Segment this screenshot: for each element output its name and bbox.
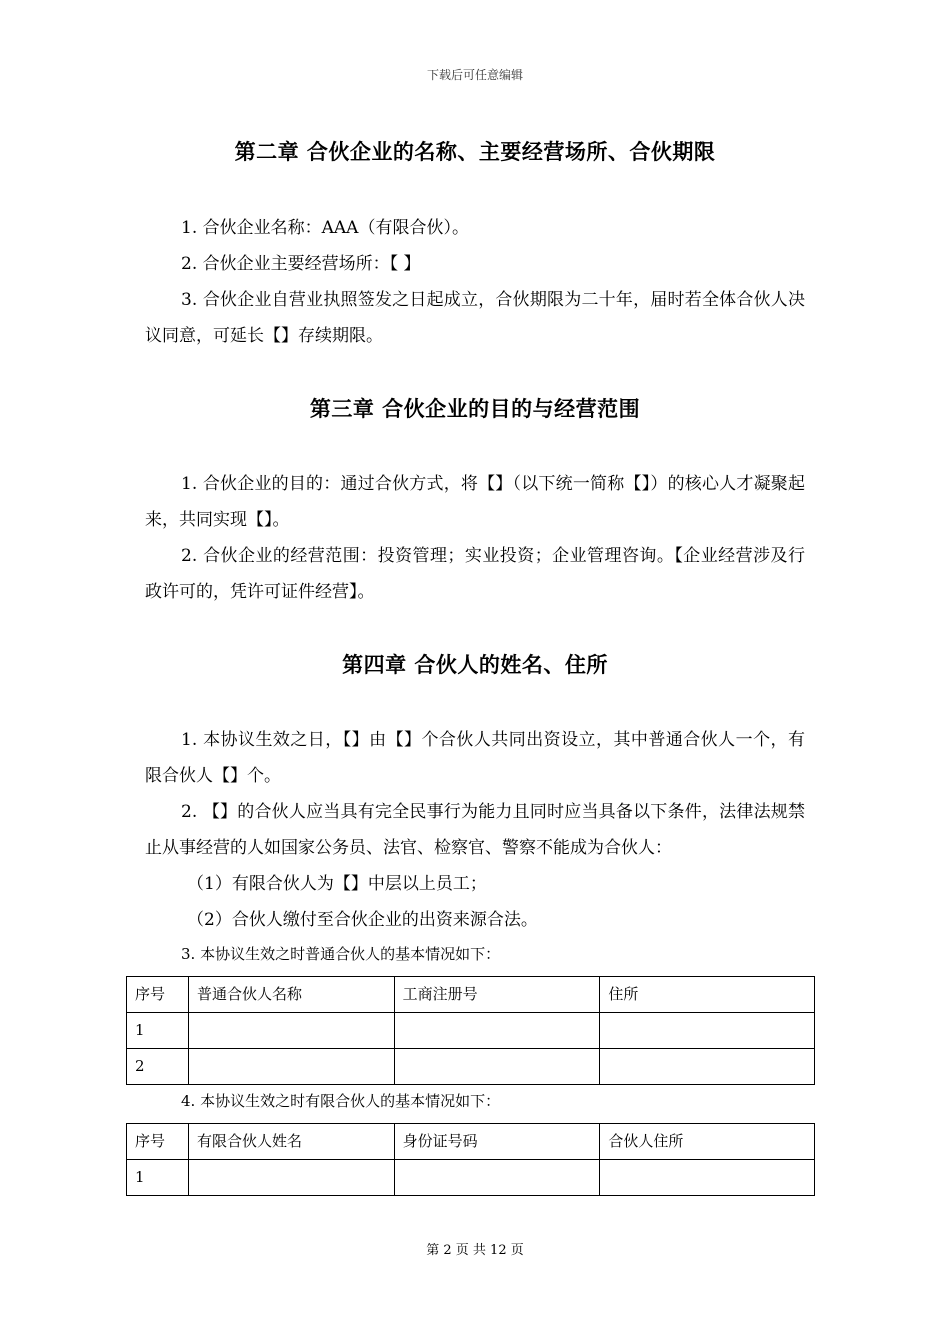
general-partner-table	[126, 976, 815, 1085]
chapter-4-para-1: 1. 本协议生效之日，【】由【】个合伙人共同出资设立，其中普通合伙人一个，有限合伙人【】个。	[145, 730, 805, 786]
chapter-3-title: 第三章 合伙企业的目的与经营范围	[309, 397, 641, 421]
table-header-row	[127, 977, 815, 1013]
column-header: 身份证号码	[394, 1124, 600, 1160]
chapter-3-para-2: 2. 合伙企业的经营范围：投资管理；实业投资；企业管理咨询。【企业经营涉及行政许可的，凭许可证件经营】。	[145, 546, 805, 602]
chapter-4-item-2: （2）合伙人缴付至合伙企业的出资来源合法。	[187, 910, 538, 930]
column-header: 工商注册号	[394, 977, 600, 1013]
table-cell	[600, 1013, 815, 1049]
table-header-row	[127, 1124, 815, 1160]
chapter-4-title: 第四章 合伙人的姓名、住所	[342, 653, 608, 677]
table-row	[127, 1160, 815, 1196]
column-header: 普通合伙人名称	[188, 977, 394, 1013]
table-cell	[188, 1013, 394, 1049]
table-row	[127, 1049, 815, 1085]
table-cell: 1	[127, 1013, 189, 1049]
chapter-2-para-3: 3. 合伙企业自营业执照签发之日起成立，合伙期限为二十年，届时若全体合伙人决议同意，可延长【】存续期限。	[145, 290, 805, 346]
column-header: 有限合伙人姓名	[188, 1124, 394, 1160]
table-cell	[394, 1049, 600, 1085]
table-cell	[600, 1160, 815, 1196]
column-header: 序号	[127, 1124, 189, 1160]
table-cell	[394, 1013, 600, 1049]
column-header: 合伙人住所	[600, 1124, 815, 1160]
table-row	[127, 1013, 815, 1049]
page-header: 下载后可任意编辑	[426, 68, 523, 82]
table-cell	[600, 1049, 815, 1085]
column-header: 住所	[600, 977, 815, 1013]
page-footer: 第 2 页 共 12 页	[426, 1243, 524, 1258]
column-header: 序号	[127, 977, 189, 1013]
chapter-2-para-2: 2. 合伙企业主要经营场所：【 】	[181, 254, 421, 274]
chapter-4-item-1: （1）有限合伙人为【】中层以上员工；	[187, 874, 487, 894]
chapter-2-para-1: 1. 合伙企业名称：AAA（有限合伙）。	[181, 218, 469, 238]
limited-partner-table	[126, 1123, 815, 1196]
limited-partner-table-caption: 4. 本协议生效之时有限合伙人的基本情况如下：	[181, 1092, 501, 1110]
table-cell	[188, 1049, 394, 1085]
chapter-4-para-2: 2. 【】的合伙人应当具有完全民事行为能力且同时应当具备以下条件，法律法规禁止从事经营的人如国家公务员、法官、检察官、警察不能成为合伙人：	[145, 802, 805, 858]
table-cell	[188, 1160, 394, 1196]
table-cell: 1	[127, 1160, 189, 1196]
chapter-3-para-1: 1. 合伙企业的目的：通过合伙方式，将【】（以下统一简称【】）的核心人才凝聚起来，共同实现【】。	[145, 474, 805, 530]
table-cell	[394, 1160, 600, 1196]
chapter-2-title: 第二章 合伙企业的名称、主要经营场所、合伙期限	[234, 140, 716, 164]
table-cell: 2	[127, 1049, 189, 1085]
general-partner-table-caption: 3. 本协议生效之时普通合伙人的基本情况如下：	[181, 945, 501, 963]
